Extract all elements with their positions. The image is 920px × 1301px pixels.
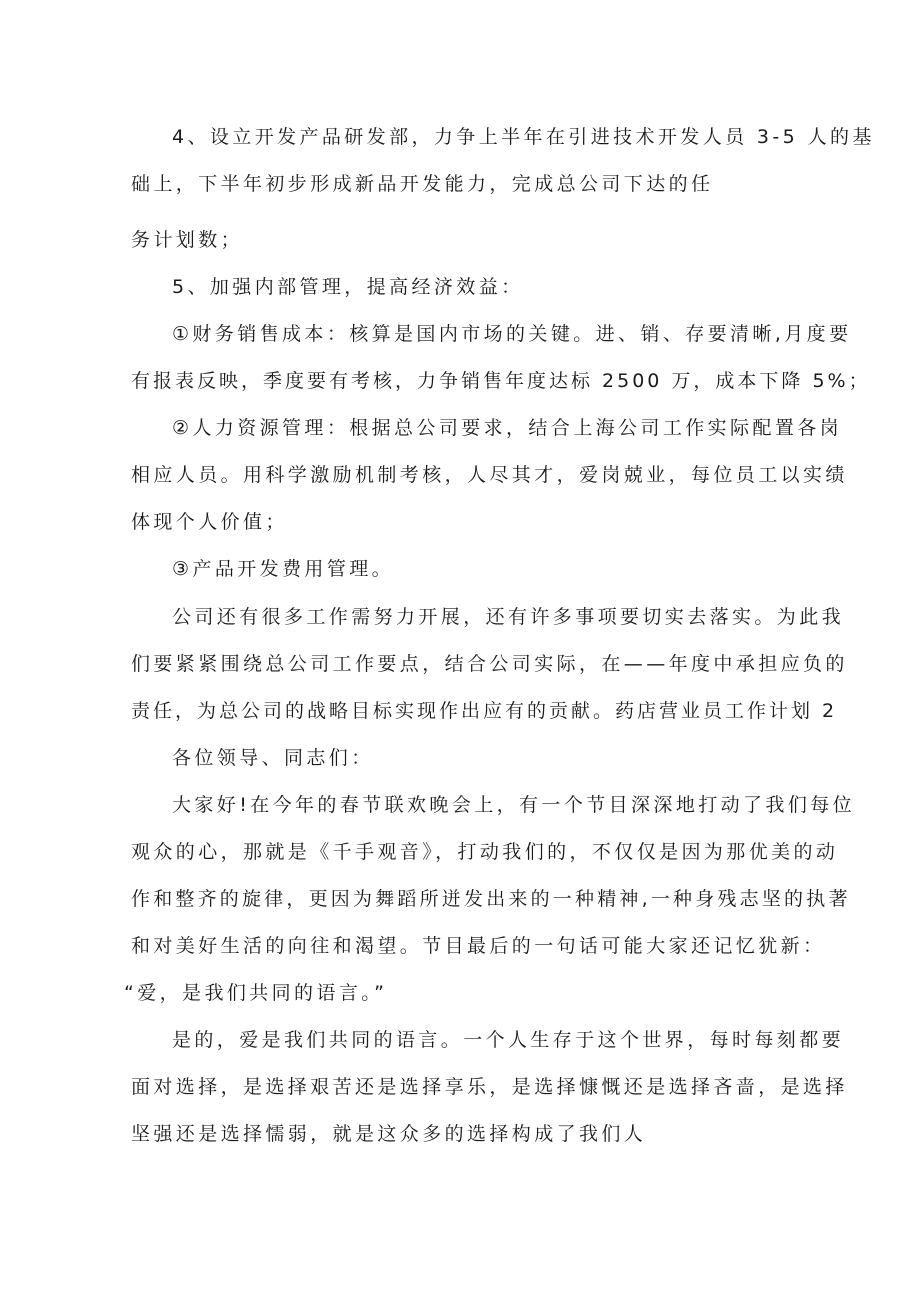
text-line-10: ③产品开发费用管理。: [172, 558, 395, 580]
text-line-22: 坚强还是选择懦弱，就是这众多的选择构成了我们人: [131, 1123, 647, 1145]
text-line-8: 相应人员。用科学激励机制考核，人尽其才，爱岗兢业，每位员工以实绩: [131, 464, 848, 486]
text-line-15: 大家好!在今年的春节联欢晚会上，有一个节目深深地打动了我们每位: [172, 794, 856, 816]
text-line-21: 面对选择，是选择艰苦还是选择享乐，是选择慷慨还是选择吝啬，是选择: [131, 1076, 848, 1098]
text-line-2: 础上，下半年初步形成新品开发能力，完成总公司下达的任: [131, 173, 714, 195]
text-line-14: 各位领导、同志们：: [172, 747, 374, 769]
text-line-1: 4、设立开发产品研发部，力争上半年在引进技术开发人员 3-5 人的基: [172, 126, 875, 148]
text-line-18: 和对美好生活的向往和渴望。节目最后的一句话可能大家还记忆犹新：: [131, 935, 826, 957]
text-line-12: 们要紧紧围绕总公司工作要点，结合公司实际，在——年度中承担应负的: [131, 653, 848, 675]
text-line-11: 公司还有很多工作需努力开展，还有许多事项要切实去落实。为此我: [172, 606, 845, 628]
text-line-6: 有报表反映，季度要有考核，力争销售年度达标 2500 万，成本下降 5%；: [131, 370, 871, 392]
text-line-3: 务计划数；: [131, 229, 244, 251]
text-line-7: ②人力资源管理：根据总公司要求，结合上海公司工作实际配置各岗: [172, 417, 843, 439]
text-line-19: “爱，是我们共同的语言。”: [124, 982, 388, 1004]
text-line-20: 是的，爱是我们共同的语言。一个人生存于这个世界，每时每刻都要: [172, 1029, 845, 1051]
text-line-4: 5、加强内部管理，提高经济效益：: [172, 276, 524, 298]
text-line-13: 责任，为总公司的战略目标实现作出应有的贡献。药店营业员工作计划 2: [131, 700, 838, 722]
text-line-5: ①财务销售成本：核算是国内市场的关键。进、销、存要清晰,月度要: [172, 323, 852, 345]
text-line-17: 作和整齐的旋律，更因为舞蹈所迸发出来的一种精神,一种身残志坚的执著: [131, 888, 851, 910]
text-line-9: 体现个人价值；: [131, 511, 288, 533]
text-line-16: 观众的心，那就是《千手观音》，打动我们的，不仅仅是因为那优美的动: [131, 841, 839, 863]
